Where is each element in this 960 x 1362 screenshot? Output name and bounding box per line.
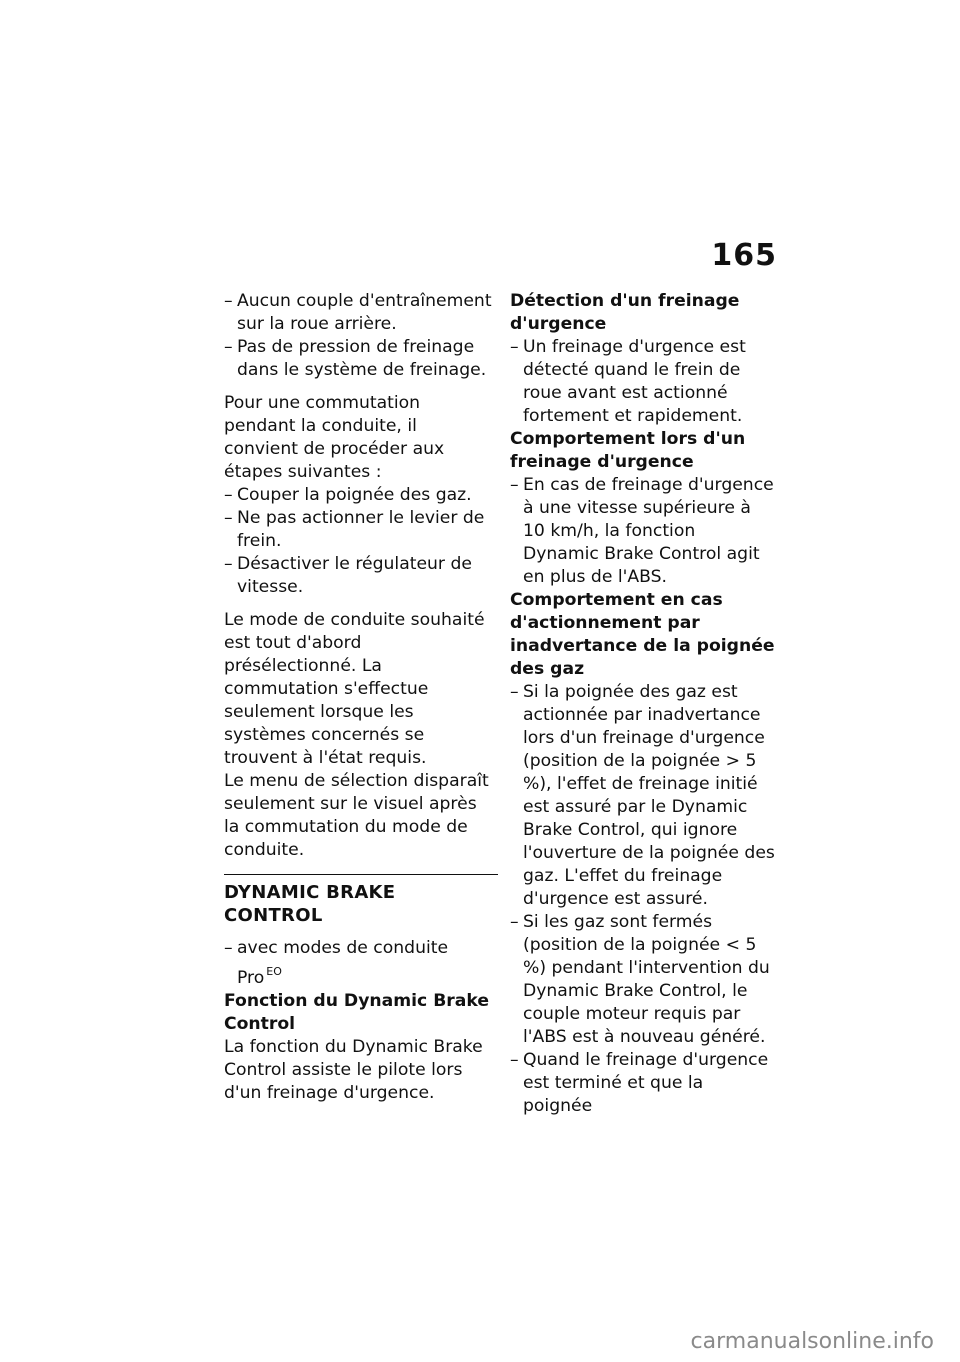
page-number: 165 — [711, 238, 777, 273]
mode-text: avec modes de conduite Pro — [237, 938, 449, 988]
paragraph: Pour une commutation pendant la conduite, il convient de procéder aux étapes suivantes : — [224, 393, 445, 482]
list-item — [224, 937, 494, 990]
list-item: – Si les gaz sont fermés (position de la poignée < 5 %) pendant l'intervention du Dynamic Brake Control, le couple moteur requis par l'ABS est à nouveau généré. — [510, 911, 776, 1049]
watermark: carmanualsonline.info — [690, 1329, 934, 1354]
list-item: – Pas de pression de freinage dans le système de freinage. — [224, 336, 494, 382]
right-column — [510, 290, 776, 1118]
subheading: Comportement lors d'un freinage d'urgence — [510, 429, 746, 472]
left-column — [224, 290, 494, 1105]
list-item: – Désactiver le régulateur de vitesse. — [224, 553, 494, 599]
subheading: Détection d'un freinage d'urgence — [510, 291, 740, 334]
list-item: – Ne pas actionner le levier de frein. — [224, 507, 494, 553]
list-item: – Aucun couple d'entraînement sur la roue arrière. — [224, 290, 494, 336]
subheading: Comportement en cas d'actionnement par inadvertance de la poignée des gaz — [510, 590, 775, 679]
list-item: – Couper la poignée des gaz. — [224, 484, 494, 507]
list-item: – Si la poignée des gaz est actionnée par inadvertance lors d'un freinage d'urgence (position de la poignée > 5 %), l'effet de freinage initié est assuré par le Dynamic Brake Control, qui ignore l'ouverture de la poignée des gaz. L'effet du freinage d'urgence est assuré. — [510, 681, 776, 911]
section-title: DYNAMIC BRAKE CONTROL — [224, 874, 498, 927]
paragraph: Le mode de conduite souhaité est tout d'abord présélectionné. La commutation s'effectue seulement lorsque les systèmes concernés se trouvent à l'état requis. — [224, 610, 485, 768]
list-item: – En cas de freinage d'urgence à une vitesse supérieure à 10 km/h, la fonction Dynamic Brake Control agit en plus de l'ABS. — [510, 474, 776, 589]
paragraph: La fonction du Dynamic Brake Control assiste le pilote lors d'un freinage d'urgence. — [224, 1037, 483, 1103]
subheading: Fonction du Dynamic Brake Control — [224, 991, 490, 1034]
list-item: – Un freinage d'urgence est détecté quand le frein de roue avant est actionné fortement et rapidement. — [510, 336, 776, 428]
paragraph: Le menu de sélection disparaît seulement sur le visuel après la commutation du mode de conduite. — [224, 771, 489, 860]
list-item: – Quand le freinage d'urgence est terminé et que la poignée — [510, 1049, 776, 1118]
option-superscript: EO — [266, 965, 282, 978]
